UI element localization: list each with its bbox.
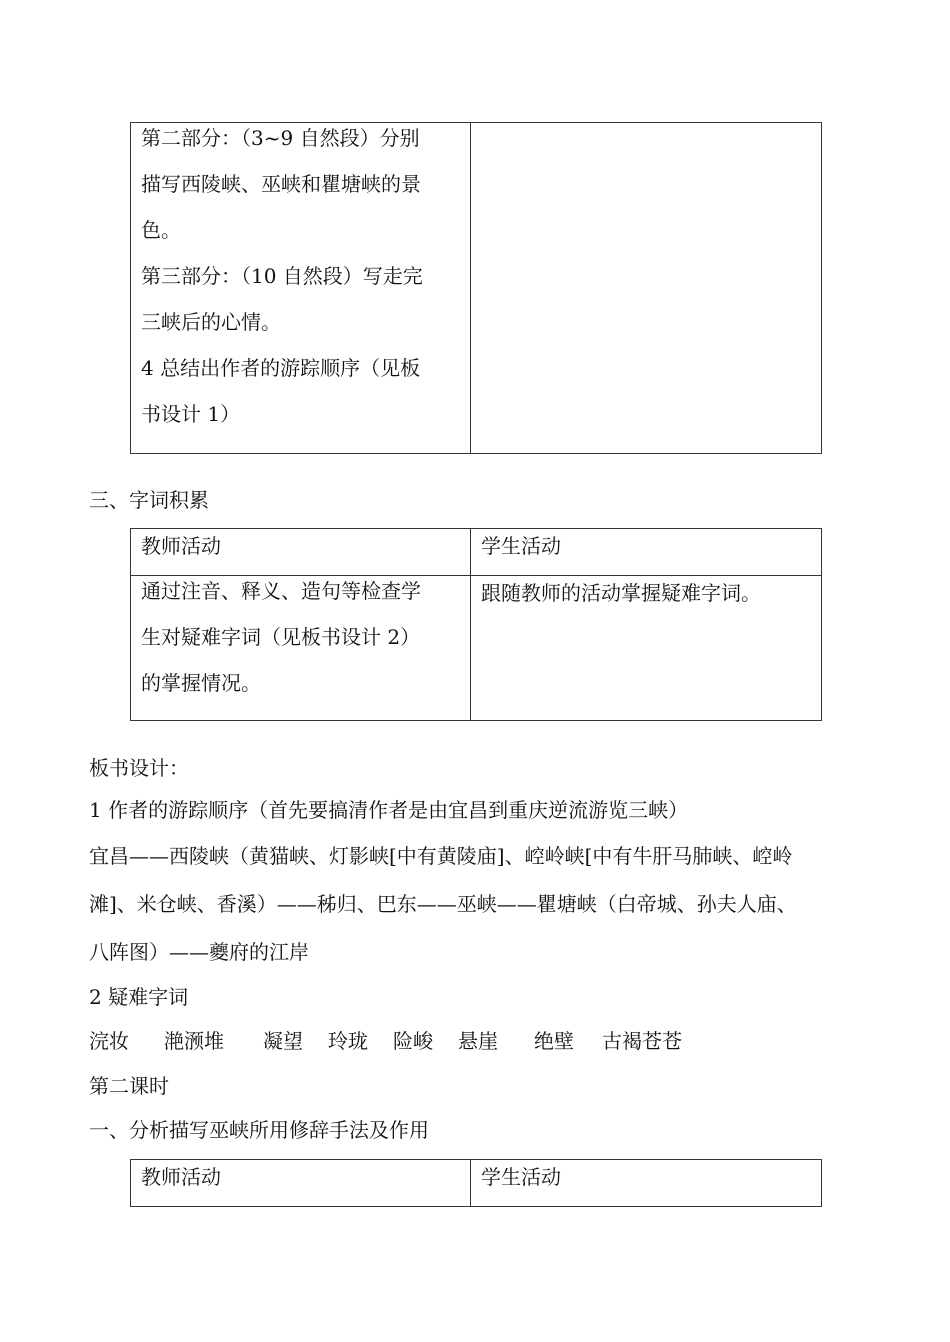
cell-line: 的掌握情况。 bbox=[141, 671, 261, 695]
vocab-word: 古褐苍苍 bbox=[602, 1029, 682, 1053]
cell-line: 描写西陵峡、巫峡和瞿塘峡的景 bbox=[141, 172, 421, 196]
board-item1-line: 宜昌——西陵峡（黄猫峡、灯影峡[中有黄陵庙]、崆岭峡[中有牛肝马肺峡、崆岭 bbox=[89, 844, 793, 868]
cell-line: 三峡后的心情。 bbox=[141, 310, 281, 334]
vocab-word-list bbox=[89, 1027, 682, 1055]
table-cell-student bbox=[471, 123, 822, 454]
table-activities bbox=[130, 1159, 822, 1207]
cell-line: 4 总结出作者的游踪顺序（见板 bbox=[141, 356, 421, 380]
board-item1-title: 1 作者的游踪顺序（首先要搞清作者是由宜昌到重庆逆流游览三峡） bbox=[89, 798, 689, 822]
table-vocab bbox=[130, 528, 822, 721]
vocab-word: 险峻 bbox=[393, 1029, 433, 1053]
row-student: 跟随教师的活动掌握疑难字词。 bbox=[471, 576, 822, 721]
table-continuation bbox=[130, 122, 822, 454]
header-teacher: 教师活动 bbox=[131, 1160, 471, 1207]
vocab-word: 绝壁 bbox=[534, 1029, 574, 1053]
cell-line: 通过注音、释义、造句等检查学 bbox=[141, 579, 421, 603]
header-student: 学生活动 bbox=[471, 529, 822, 576]
cell-line: 色。 bbox=[141, 218, 181, 242]
section-heading: 三、字词积累 bbox=[89, 488, 209, 512]
lesson-heading: 第二课时 bbox=[89, 1074, 169, 1098]
cell-line: 第二部分：（3~9 自然段）分别 bbox=[141, 126, 420, 150]
section-heading: 一、分析描写巫峡所用修辞手法及作用 bbox=[89, 1118, 429, 1142]
row-teacher bbox=[131, 576, 471, 721]
header-student: 学生活动 bbox=[471, 1160, 822, 1207]
board-heading: 板书设计： bbox=[89, 756, 189, 780]
board-item1-line: 八阵图）——夔府的江岸 bbox=[89, 940, 309, 964]
vocab-word: 凝望 bbox=[263, 1029, 303, 1053]
cell-line: 第三部分：（10 自然段）写走完 bbox=[141, 264, 423, 288]
board-item2-title: 2 疑难字词 bbox=[89, 985, 189, 1009]
vocab-word: 浣妆 bbox=[89, 1029, 129, 1053]
board-item1-line: 滩]、米仓峡、香溪）——秭归、巴东——巫峡——瞿塘峡（白帝城、孙夫人庙、 bbox=[89, 892, 797, 916]
vocab-word: 滟滪堆 bbox=[164, 1029, 224, 1053]
vocab-word: 悬崖 bbox=[458, 1029, 498, 1053]
cell-line: 生对疑难字词（见板书设计 2） bbox=[141, 625, 421, 649]
table-cell-teacher bbox=[131, 123, 471, 454]
header-teacher: 教师活动 bbox=[131, 529, 471, 576]
cell-line: 书设计 1） bbox=[141, 402, 241, 426]
vocab-word: 玲珑 bbox=[328, 1029, 368, 1053]
